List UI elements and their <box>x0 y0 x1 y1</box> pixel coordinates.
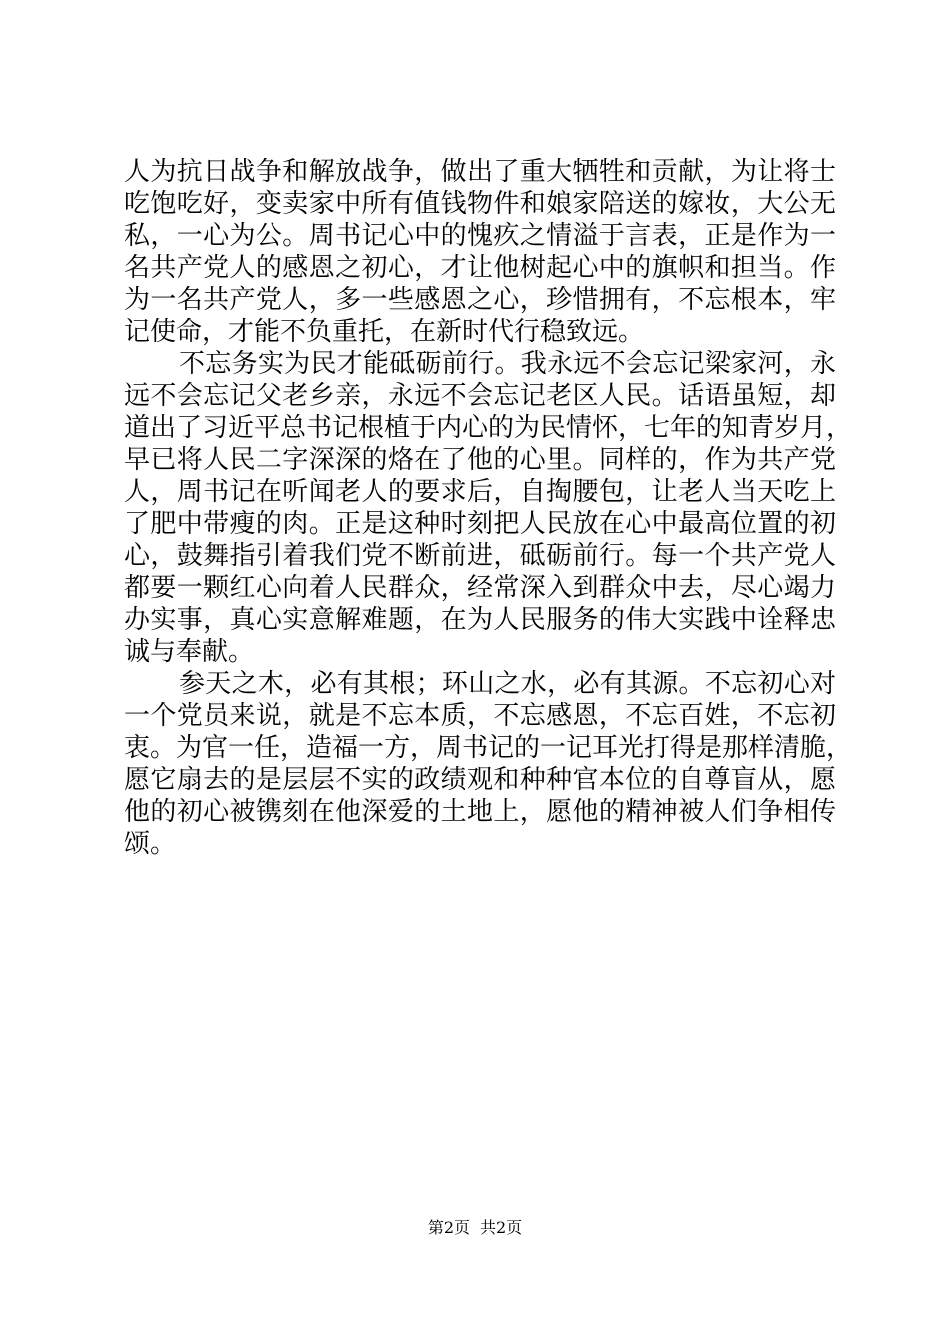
text-line: 名共产党人的感恩之初心，才让他树起心中的旗帜和担当。作 <box>124 253 836 283</box>
page-total: 共2页 <box>480 1218 523 1237</box>
text-line: 不忘务实为民才能砥砺前行。我永远不会忘记梁家河，永 <box>179 349 836 379</box>
text-line: 都要一颗红心向着人民群众，经常深入到群众中去，尽心竭力 <box>124 573 836 603</box>
text-line: 早已将人民二字深深的烙在了他的心里。同样的，作为共产党 <box>124 445 836 475</box>
text-line: 记使命，才能不负重托，在新时代行稳致远。 <box>124 317 645 347</box>
paragraph-3 <box>124 668 853 860</box>
text-line: 参天之木，必有其根；环山之水，必有其源。不忘初心对 <box>179 669 836 699</box>
text-line: 心，鼓舞指引着我们党不断前进，砥砺前行。每一个共产党人 <box>124 541 836 571</box>
text-line: 办实事，真心实意解难题，在为人民服务的伟大实践中诠释忠 <box>124 605 836 635</box>
text-line: 他的初心被镌刻在他深爱的土地上，愿他的精神被人们争相传 <box>124 797 836 827</box>
text-line: 诚与奉献。 <box>124 637 255 667</box>
text-line: 道出了习近平总书记根植于内心的为民情怀，七年的知青岁月， <box>124 413 853 443</box>
text-line: 远不会忘记父老乡亲，永远不会忘记老区人民。话语虽短，却 <box>124 381 836 411</box>
text-line: 愿它扇去的是层层不实的政绩观和种种官本位的自尊盲从，愿 <box>124 765 836 795</box>
text-line: 吃饱吃好，变卖家中所有值钱物件和娘家陪送的嫁妆，大公无 <box>124 189 836 219</box>
page-footer <box>0 1218 950 1238</box>
text-line: 私，一心为公。周书记心中的愧疚之情溢于言表，正是作为一 <box>124 221 836 251</box>
text-line: 一个党员来说，就是不忘本质，不忘感恩，不忘百姓，不忘初 <box>124 701 836 731</box>
text-line: 了肥中带瘦的肉。正是这种时刻把人民放在心中最高位置的初 <box>124 509 836 539</box>
text-line: 颂。 <box>124 829 177 859</box>
text-line: 衷。为官一任，造福一方，周书记的一记耳光打得是那样清脆， <box>124 733 853 763</box>
text-line: 人，周书记在听闻老人的要求后，自掏腰包，让老人当天吃上 <box>124 477 836 507</box>
page-number: 第2页 <box>427 1218 470 1237</box>
text-line: 人为抗日战争和解放战争，做出了重大牺牲和贡献，为让将士 <box>124 157 836 187</box>
paragraph-1 <box>124 156 836 348</box>
text-line: 为一名共产党人，多一些感恩之心，珍惜拥有，不忘根本，牢 <box>124 285 836 315</box>
document-body <box>124 156 853 860</box>
paragraph-2 <box>124 348 853 668</box>
